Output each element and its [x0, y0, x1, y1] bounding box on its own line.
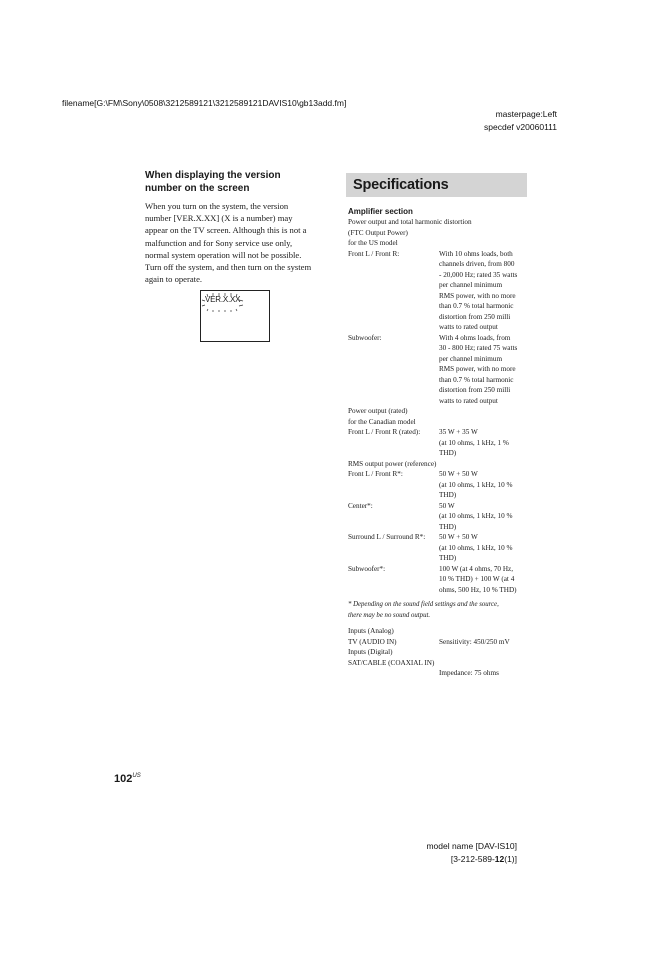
spec-row-rated-front: [348, 427, 533, 459]
spec-text: Power output and total harmonic distortion: [348, 218, 472, 226]
spec-label: SAT/CABLE (COAXIAL IN): [348, 658, 435, 667]
footnote-line: * Depending on the sound field settings and the source,: [348, 601, 499, 608]
spec-value-line: THD): [439, 491, 457, 499]
version-heading-line: When displaying the version: [145, 170, 281, 181]
spec-text: Power output (rated): [348, 407, 408, 415]
spec-text: for the US model: [348, 239, 398, 247]
spec-value-line: RMS power, with no more: [439, 365, 516, 373]
spec-value-line: distortion from 250 milli: [439, 386, 511, 394]
body-line: normal system operation will not be possible.: [145, 249, 302, 260]
filename-header: filename[G:\FM\Sony\0508\3212589121\3212589121DAVIS10\gb13add.fm]: [62, 98, 347, 108]
spec-row-center: [348, 501, 533, 533]
body-line: Turn off the system, and then turn on the system: [145, 262, 312, 273]
spec-value-line: RMS power, with no more: [439, 291, 516, 300]
spec-value-line: 50 W: [439, 501, 455, 510]
tv-screen-illustration: [200, 290, 270, 342]
spec-value-line: 35 W + 35 W: [439, 428, 478, 436]
part-number-label: [451, 853, 517, 866]
spec-value-line: 30 - 800 Hz; rated 75 watts: [439, 344, 518, 352]
body-line: appear on the TV screen. Although this is not a: [145, 225, 307, 236]
spec-value-line: than 0.7 % total harmonic: [439, 302, 514, 310]
spec-value-line: 50 W + 50 W: [439, 533, 478, 541]
version-display-text: VER.X.XX: [205, 295, 241, 304]
spec-value-line: distortion from 250 milli: [439, 312, 511, 321]
spec-value-line: 10 % THD) + 100 W (at 4: [439, 575, 515, 583]
spec-text: for the Canadian model: [348, 417, 416, 426]
spec-label: Front L / Front R (rated):: [348, 428, 421, 436]
spec-value-line: per channel minimum: [439, 354, 503, 363]
spec-text: RMS output power (reference): [348, 459, 437, 468]
spec-value-line: - 20,000 Hz; rated 35 watts: [439, 270, 518, 279]
spec-value-line: (at 10 ohms, 1 kHz, 1 %: [439, 438, 509, 447]
page-number-suffix: US: [132, 773, 141, 779]
footnote-line: there may be no sound output.: [348, 611, 431, 619]
spec-value-line: channels driven, from 800: [439, 260, 515, 268]
specifications-body: [348, 206, 533, 679]
spec-label-spacer: [348, 668, 439, 679]
spec-value-line: (at 10 ohms, 1 kHz, 10 %: [439, 480, 513, 489]
spec-text: Inputs (Digital): [348, 648, 393, 656]
part-number-bold: 12: [494, 854, 505, 864]
spec-value-line: 50 W + 50 W: [439, 470, 478, 478]
spec-value-line: (at 10 ohms, 1 kHz, 10 %: [439, 543, 513, 552]
spec-row-subwoofer: [348, 333, 533, 407]
spec-row-sat-input: [348, 668, 533, 679]
spec-text: (FTC Output Power): [348, 228, 408, 237]
spec-value-line: With 10 ohms loads, both: [439, 249, 513, 258]
spec-value-line: ohms, 500 Hz, 10 % THD): [439, 585, 517, 594]
amplifier-section-heading: Amplifier section: [348, 207, 413, 216]
spec-label: Surround L / Surround R*:: [348, 533, 426, 541]
body-line: When you turn on the system, the version: [145, 201, 289, 211]
spec-row-surround: [348, 532, 533, 564]
spec-row-front: [348, 249, 533, 333]
spec-row-subwoofer-ref: [348, 564, 533, 596]
spec-row-rms-front: [348, 469, 533, 501]
spec-value: [439, 427, 533, 459]
version-section: [145, 169, 331, 285]
model-name-label: model name [DAV-IS10]: [426, 841, 517, 851]
version-heading-line: number on the screen: [145, 183, 250, 194]
spec-value: [439, 501, 533, 533]
specifications-title-bar: [346, 173, 527, 197]
version-body: [145, 200, 331, 285]
body-line: again to operate.: [145, 274, 203, 285]
spec-value: Impedance: 75 ohms: [439, 669, 499, 677]
spec-value: [439, 564, 533, 596]
spec-label: Front L / Front R*:: [348, 470, 403, 478]
spec-value: Sensitivity: 450/250 mV: [439, 637, 510, 646]
specifications-title: Specifications: [353, 177, 449, 193]
part-number-suffix: (1)]: [504, 854, 517, 864]
specdef-label: specdef v20060111: [484, 122, 557, 132]
spec-value-line: THD): [439, 522, 457, 531]
spec-value: [439, 249, 533, 333]
spec-label: Subwoofer:: [348, 333, 382, 342]
version-heading: [145, 169, 331, 195]
spec-value: [439, 532, 533, 564]
spec-value-line: watts to rated output: [439, 396, 498, 405]
spec-value-line: With 4 ohms loads, from: [439, 333, 511, 342]
spec-value: [439, 469, 533, 501]
page-number: [114, 773, 141, 785]
spec-text: Inputs (Analog): [348, 627, 394, 635]
spec-value: [439, 333, 533, 407]
spec-value-line: watts to rated output: [439, 323, 498, 331]
spec-value-line: THD): [439, 554, 457, 562]
spec-row-tv-input: [348, 637, 533, 648]
spec-label: Front L / Front R:: [348, 249, 400, 258]
spec-value-line: THD): [439, 449, 457, 457]
spec-label: TV (AUDIO IN): [348, 637, 397, 646]
footnote: [348, 600, 533, 621]
body-line: number [VER.X.XX] (X is a number) may: [145, 213, 293, 224]
body-line: malfunction and for Sony service use only,: [145, 237, 293, 248]
spec-label: Center*:: [348, 501, 373, 510]
spec-label: Subwoofer*:: [348, 564, 386, 573]
spec-value-line: 100 W (at 4 ohms, 70 Hz,: [439, 564, 513, 573]
masterpage-label: masterpage:Left: [495, 109, 557, 119]
spec-value-line: per channel minimum: [439, 281, 503, 289]
spec-value-line: than 0.7 % total harmonic: [439, 375, 514, 384]
part-number-prefix: [3-212-589-: [450, 854, 495, 864]
spec-value-line: (at 10 ohms, 1 kHz, 10 %: [439, 512, 513, 520]
page-number-value: 102: [114, 773, 133, 785]
